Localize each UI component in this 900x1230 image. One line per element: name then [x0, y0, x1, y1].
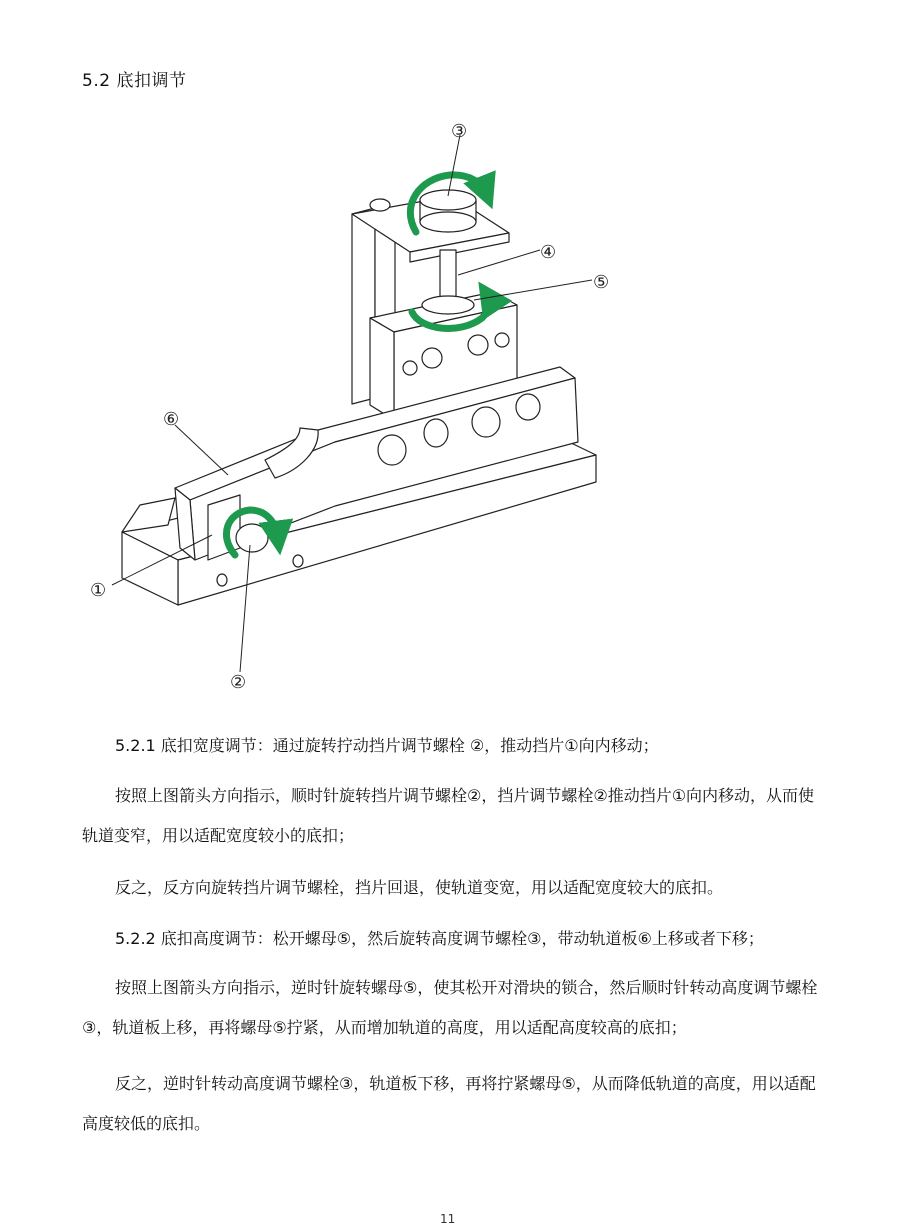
paragraph-height-instructions: 按照上图箭头方向指示，逆时针旋转螺母⑤，使其松开对滑块的锁合，然后顺时针转动高度调节螺栓③，轨道板上移，再将螺母⑤拧紧，从而增加轨道的高度，用以适配高度较高的底扣； [82, 978, 818, 1037]
paragraph-height-reverse: 反之，逆时针转动高度调节螺栓③，轨道板下移，再将拧紧螺母⑤，从而降低轨道的高度，用以适配高度较低的底扣。 [82, 1074, 816, 1133]
callout-3: ③ [451, 121, 468, 142]
callout-2: ② [230, 672, 247, 693]
section-heading: 5.2 底扣调节 [82, 71, 187, 91]
callout-1: ① [90, 580, 107, 601]
paragraph-width-instructions: 按照上图箭头方向指示，顺时针旋转挡片调节螺栓②，挡片调节螺栓②推动挡片①向内移动，从而使轨道变窄，用以适配宽度较小的底扣； [82, 786, 815, 845]
paragraph-5-2-1: 5.2.1 底扣宽度调节：通过旋转拧动挡片调节螺栓 ②，推动挡片①向内移动； [115, 736, 659, 755]
callout-6: ⑥ [163, 409, 180, 430]
rail-assembly-diagram [60, 105, 680, 705]
callout-5: ⑤ [593, 272, 610, 293]
page-number: 11 [440, 1212, 456, 1226]
paragraph-width-reverse: 反之，反方向旋转挡片调节螺栓，挡片回退，使轨道变宽，用以适配宽度较大的底扣。 [115, 878, 724, 897]
paragraph-5-2-2: 5.2.2 底扣高度调节：松开螺母⑤，然后旋转高度调节螺栓③，带动轨道板⑥上移或者下移； [115, 929, 764, 948]
callout-4: ④ [540, 242, 557, 263]
